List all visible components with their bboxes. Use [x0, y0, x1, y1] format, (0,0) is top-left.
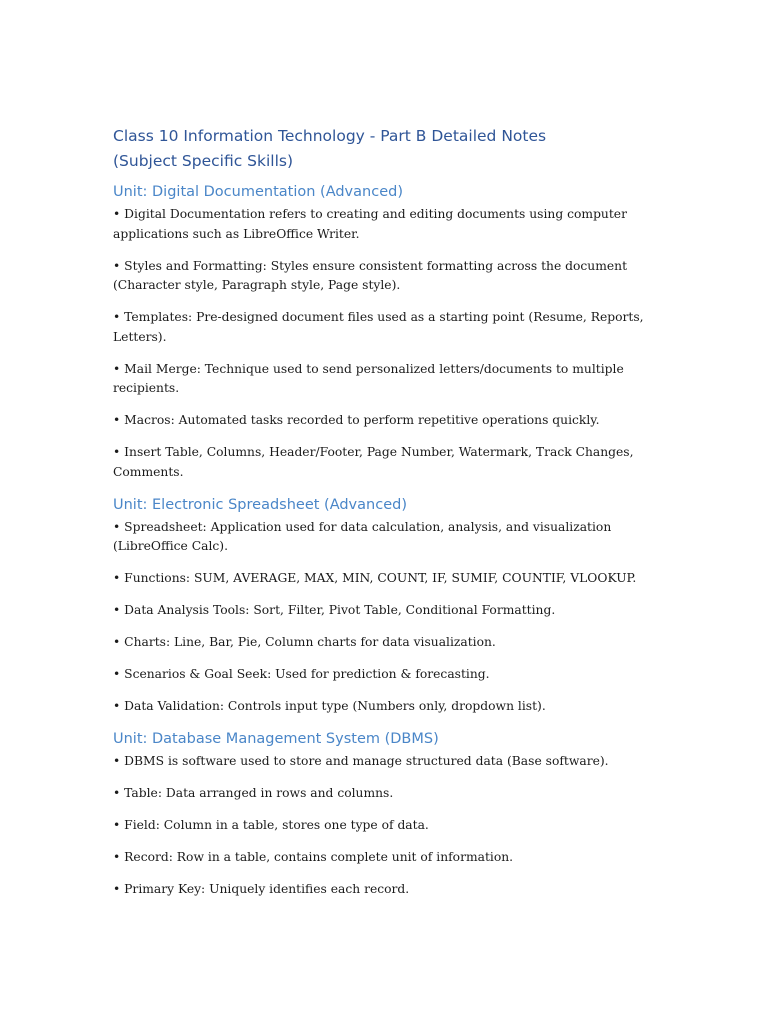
bullet-item: • Data Analysis Tools: Sort, Filter, Pivot Table, Conditional Formatting. [113, 603, 556, 617]
section-heading: Unit: Digital Documentation (Advanced) [113, 184, 403, 200]
bullet-item: • Data Validation: Controls input type (Numbers only, dropdown list). [113, 699, 546, 713]
bullet-item: • Record: Row in a table, contains complete unit of information. [113, 850, 514, 864]
bullet-item: • Macros: Automated tasks recorded to perform repetitive operations quickly. [113, 413, 600, 427]
bullet-item: • Primary Key: Uniquely identifies each record. [113, 882, 410, 896]
bullet-item: • Table: Data arranged in rows and columns. [113, 786, 394, 800]
bullet-item: • DBMS is software used to store and manage structured data (Base software). [113, 754, 609, 768]
bullet-item: • Field: Column in a table, stores one type of data. [113, 818, 429, 832]
section-digital-documentation [113, 182, 658, 482]
bullet-item: • Templates: Pre-designed document files used as a starting point (Resume, Reports, Letters). [113, 310, 644, 344]
bullet-item: • Scenarios & Goal Seek: Used for prediction & forecasting. [113, 667, 490, 681]
document-title-line-1: Class 10 Information Technology - Part B Detailed Notes [113, 127, 547, 145]
bullet-item: • Functions: SUM, AVERAGE, MAX, MIN, COUNT, IF, SUMIF, COUNTIF, VLOOKUP. [113, 571, 637, 585]
section-heading: Unit: Electronic Spreadsheet (Advanced) [113, 496, 407, 513]
document-page [113, 124, 658, 912]
document-title-line-2: (Subject Specific Skills) [113, 152, 294, 170]
bullet-item: • Spreadsheet: Application used for data calculation, analysis, and visualization (LibreOffice Calc). [113, 519, 612, 553]
section-dbms [113, 729, 658, 900]
section-heading: Unit: Database Management System (DBMS) [113, 731, 439, 747]
bullet-item: • Digital Documentation refers to creating and editing documents using computer applications such as LibreOffice Writer. [113, 207, 627, 241]
bullet-item: • Charts: Line, Bar, Pie, Column charts for data visualization. [113, 635, 496, 649]
bullet-item: • Mail Merge: Technique used to send personalized letters/documents to multiple recipients. [113, 361, 624, 395]
bullet-item: • Insert Table, Columns, Header/Footer, Page Number, Watermark, Track Changes, Comments. [113, 445, 634, 479]
section-electronic-spreadsheet [113, 495, 658, 717]
document-title [113, 124, 658, 174]
bullet-item: • Styles and Formatting: Styles ensure consistent formatting across the document (Character style, Paragraph style, Page style). [113, 258, 628, 292]
